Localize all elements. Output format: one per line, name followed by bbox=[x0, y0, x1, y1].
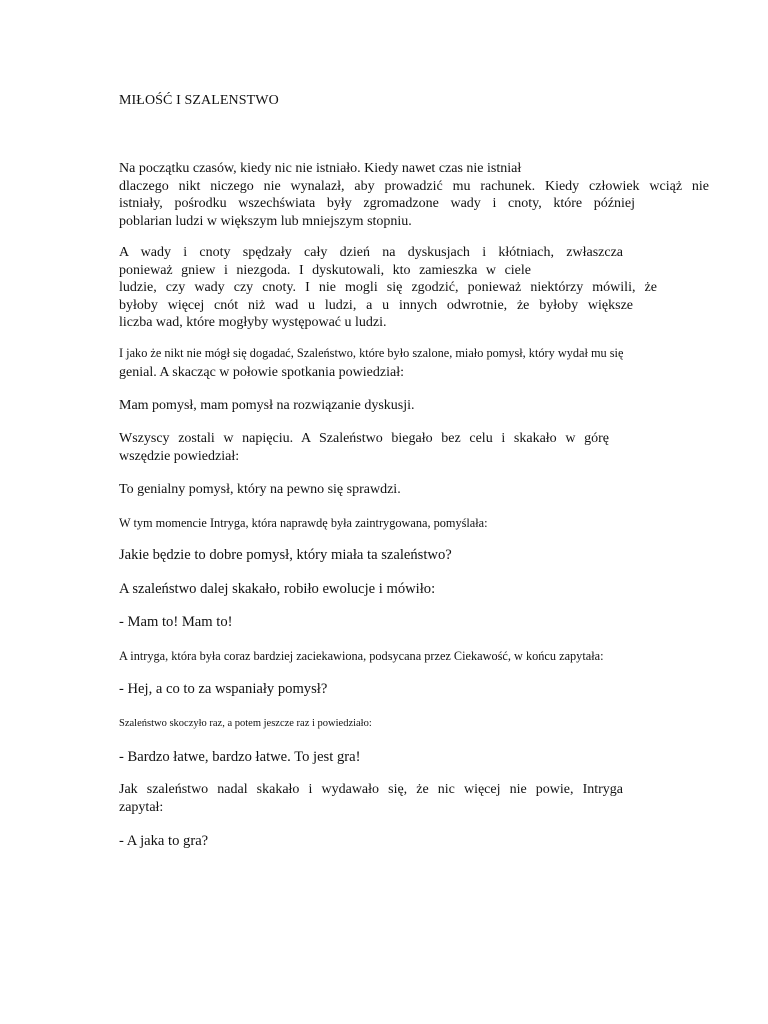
text-line: istniały, pośrodku wszechświata były zgromadzone wady i cnoty, które później bbox=[119, 196, 635, 211]
paragraph bbox=[119, 244, 711, 332]
text-line: - Bardzo łatwe, bardzo łatwe. To jest gra! bbox=[119, 749, 361, 765]
text-line: I jako że nikt nie mógł się dogadać, Szaleństwo, które było szalone, miało pomysł, który wydał mu się bbox=[119, 346, 624, 360]
paragraph bbox=[119, 749, 711, 767]
paragraph bbox=[119, 515, 711, 533]
paragraph bbox=[119, 581, 711, 599]
text-line: poblarian ludzi w większym lub mniejszym stopniu. bbox=[119, 213, 412, 229]
paragraph bbox=[119, 648, 711, 666]
text-line: - A jaka to gra? bbox=[119, 833, 209, 849]
text-line: Wszyscy zostali w napięciu. A Szaleństwo biegało bez celu i skakało w górę bbox=[119, 431, 609, 446]
text-line: A szaleństwo dalej skakało, robiło ewolucje i mówiło: bbox=[119, 581, 436, 597]
text-line: Jakie będzie to dobre pomysł, który miała ta szaleństwo? bbox=[119, 547, 452, 563]
text-line: zapytał: bbox=[119, 799, 164, 815]
text-line: To genialny pomysł, który na pewno się sprawdzi. bbox=[119, 482, 401, 497]
text-line: ludzie, czy wady czy cnoty. I nie mogli się zgodzić, ponieważ niektórzy mówili, że bbox=[119, 280, 657, 295]
paragraph bbox=[119, 833, 711, 851]
text-line: genial. A skacząc w połowie spotkania powiedział: bbox=[119, 364, 404, 380]
paragraph bbox=[119, 430, 711, 465]
text-line: liczba wad, które mogłyby występować u ludzi. bbox=[119, 315, 387, 330]
text-line: Mam pomysł, mam pomysł na rozwiązanie dyskusji. bbox=[119, 398, 415, 413]
text-line: wszędzie powiedział: bbox=[119, 448, 240, 464]
text-line: - Hej, a co to za wspaniały pomysł? bbox=[119, 681, 328, 697]
paragraph bbox=[119, 160, 709, 230]
text-line: W tym momencie Intryga, która naprawdę była zaintrygowana, pomyślała: bbox=[119, 516, 488, 530]
paragraph bbox=[119, 345, 711, 381]
text-line: Jak szaleństwo nadal skakało i wydawało się, że nic więcej nie powie, Intryga bbox=[119, 782, 623, 797]
text-line: A wady i cnoty spędzały cały dzień na dyskusjach i kłótniach, zwłaszcza bbox=[119, 245, 623, 260]
paragraph bbox=[119, 481, 711, 499]
text-line: ponieważ gniew i niezgoda. I dyskutowali, kto zamieszka w ciele bbox=[119, 262, 531, 278]
text-line: - Mam to! Mam to! bbox=[119, 614, 233, 630]
paragraph bbox=[119, 781, 711, 816]
document-title: MIŁOŚĆ I SZALENSTWO bbox=[119, 93, 279, 108]
paragraph bbox=[119, 614, 711, 632]
text-line: Szaleństwo skoczyło raz, a potem jeszcze raz i powiedziało: bbox=[119, 718, 372, 729]
text-line: dlaczego nikt niczego nie wynalazł, aby prowadzić mu rachunek. Kiedy człowiek wciąż nie bbox=[119, 178, 709, 194]
paragraph bbox=[119, 715, 711, 733]
text-line: Na początku czasów, kiedy nic nie istniało. Kiedy nawet czas nie istniał bbox=[119, 161, 522, 176]
text-line: A intryga, która była coraz bardziej zaciekawiona, podsycana przez Ciekawość, w końcu zapytała: bbox=[119, 649, 604, 663]
text-line: byłoby więcej cnót niż wad u ludzi, a u innych odwrotnie, że byłoby większe bbox=[119, 297, 633, 313]
paragraph bbox=[119, 397, 711, 415]
paragraph bbox=[119, 681, 711, 699]
paragraph bbox=[119, 547, 711, 565]
